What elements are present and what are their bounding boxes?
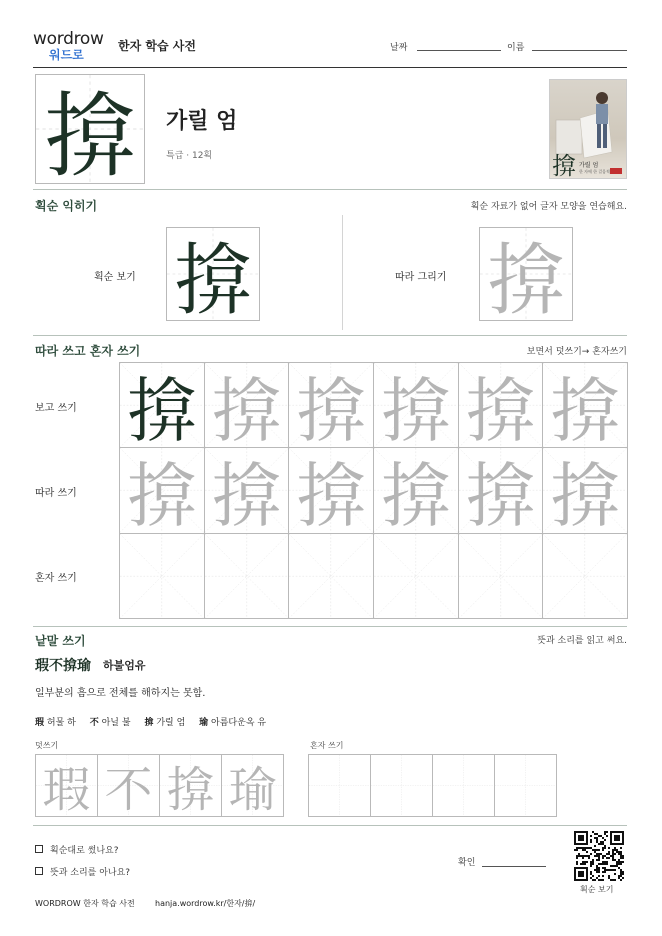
date-field[interactable] [417,50,501,51]
practice-cell[interactable] [542,533,628,619]
gloss-text: 아닐 불 [101,718,131,728]
practice-character: 揜 [380,369,451,449]
word-alone-label: 혼자 쓰기 [310,741,344,750]
practice-cell[interactable] [458,447,544,533]
trace-draw-box[interactable] [479,227,573,321]
word-trace-character: 瑜 [228,762,277,817]
practice-character: 揜 [550,369,621,449]
word-alone-grid [308,754,558,816]
thumbnail-image [549,79,627,179]
row-label-trace: 따라 쓰기 [35,488,77,499]
stroke-view-label: 획순 보기 [94,272,136,283]
thumbnail-subcaption: 한 자에 한 걸음씩 [579,169,610,174]
word-alone-cell[interactable] [432,754,495,817]
practice-cell[interactable] [204,447,290,533]
divider-stroke [33,335,627,336]
practice-section-title: 따라 쓰고 혼자 쓰기 [35,344,141,358]
gloss-text: 허물 하 [46,718,76,728]
qr-code-icon [574,831,624,881]
logo-korean: 워드로 [49,48,84,62]
divider-practice [33,626,627,627]
word-section-title: 낱말 쓰기 [35,634,86,648]
practice-cell[interactable] [373,362,459,448]
practice-cell[interactable] [542,447,628,533]
practice-character: 揜 [296,455,367,534]
trace-draw-character: 揜 [486,236,565,321]
gloss-text: 가릴 엄 [156,718,186,728]
word-alone-cell[interactable] [370,754,433,817]
guide-lines [289,534,373,618]
logo-wordmark: wordrow [33,29,104,49]
word-definition: 일부분의 흠으로 전체를 해하지는 못함. [35,688,206,699]
practice-cell[interactable] [542,362,628,448]
guide-lines [543,534,627,618]
word-trace-cell[interactable] [159,754,222,817]
practice-cell[interactable] [373,533,459,619]
gloss-char: 瑜 [199,718,209,728]
word-hanja: 瑕不揜瑜 [35,658,91,674]
word-trace-cell[interactable] [221,754,284,817]
gloss-char: 瑕 [35,718,45,728]
hero-meaning: 가릴 엄 [166,109,238,134]
row-label-look: 보고 쓰기 [35,403,77,414]
guide-lines [495,755,556,816]
practice-character: 揜 [211,369,282,449]
word-trace-label: 덧쓰기 [35,741,59,750]
footer-url[interactable]: hanja.wordrow.kr/한자/揜/ [155,899,256,908]
thumbnail-caption: 가릴 엄 [579,162,599,169]
word-alone-cell[interactable] [308,754,371,817]
stroke-section-note: 획순 자료가 없어 글자 모양을 연습해요. [470,202,627,212]
stroke-view-box [166,227,260,321]
practice-cell[interactable] [288,533,374,619]
practice-grid [119,362,627,618]
practice-cell[interactable] [458,533,544,619]
checkbox-meaning-sound[interactable] [35,867,43,875]
qr-caption: 획순 보기 [580,885,614,894]
guide-lines [120,534,204,618]
guide-lines [371,755,432,816]
row-label-alone: 혼자 쓰기 [35,573,77,584]
date-label: 날짜 [390,43,408,53]
practice-cell[interactable] [373,447,459,533]
header-title: 한자 학습 사전 [118,39,196,53]
word-section-note: 뜻과 소리를 읽고 써요. [537,636,627,646]
practice-character: 揜 [380,455,451,534]
practice-cell[interactable] [204,533,290,619]
checkbox-stroke-order[interactable] [35,845,43,853]
practice-cell[interactable] [119,533,205,619]
hero-character: 揜 [43,83,136,184]
confirm-field[interactable] [482,866,546,867]
practice-character: 揜 [126,369,197,449]
word-trace-character: 不 [104,762,153,817]
gloss-text: 아름다운옥 유 [211,718,267,728]
name-label: 이름 [507,43,525,53]
logo [33,31,113,65]
word-trace-character: 瑕 [42,762,91,817]
stroke-view-character: 揜 [173,236,252,321]
divider-hero [33,189,627,190]
check-stroke-order-label: 획순대로 썼나요? [50,846,119,856]
confirm-label: 확인 [458,858,476,868]
practice-character: 揜 [465,369,536,449]
word-trace-character: 揜 [166,762,215,817]
word-alone-cell[interactable] [494,754,557,817]
word-trace-cell[interactable] [35,754,98,817]
guide-lines [433,755,494,816]
qr-code[interactable] [574,831,624,881]
practice-cell[interactable] [204,362,290,448]
practice-cell[interactable] [458,362,544,448]
stroke-section-separator [342,215,343,330]
practice-cell[interactable] [119,447,205,533]
practice-character: 揜 [550,455,621,534]
guide-lines [374,534,458,618]
practice-character: 揜 [296,369,367,449]
trace-draw-label: 따라 그리기 [395,272,447,283]
practice-cell[interactable] [288,362,374,448]
footer-brand: WORDROW 한자 학습 사전 [35,899,135,908]
word-glosses [35,715,266,728]
practice-character: 揜 [211,455,282,534]
practice-cell[interactable] [288,447,374,533]
practice-section-note: 보면서 덧쓰기→ 혼자쓰기 [526,347,627,357]
gloss-char: 揜 [144,718,154,728]
practice-cell[interactable] [119,362,205,448]
guide-lines [309,755,370,816]
gloss-char: 不 [89,718,99,728]
practice-character: 揜 [465,455,536,534]
practice-character: 揜 [126,455,197,534]
guide-lines [459,534,543,618]
header-divider [33,67,627,68]
divider-word [33,825,627,826]
check-meaning-sound-label: 뜻과 소리를 아나요? [50,868,131,878]
hero-character-box [35,74,145,184]
stroke-section-title: 획순 익히기 [35,199,98,213]
guide-lines [205,534,289,618]
word-reading: 하불엄유 [103,659,146,672]
word-trace-cell[interactable] [97,754,160,817]
hero-meta: 특급 · 12획 [166,151,213,161]
thumbnail-character: 揜 [552,152,576,179]
name-field[interactable] [532,50,627,51]
word-trace-grid [35,754,283,816]
